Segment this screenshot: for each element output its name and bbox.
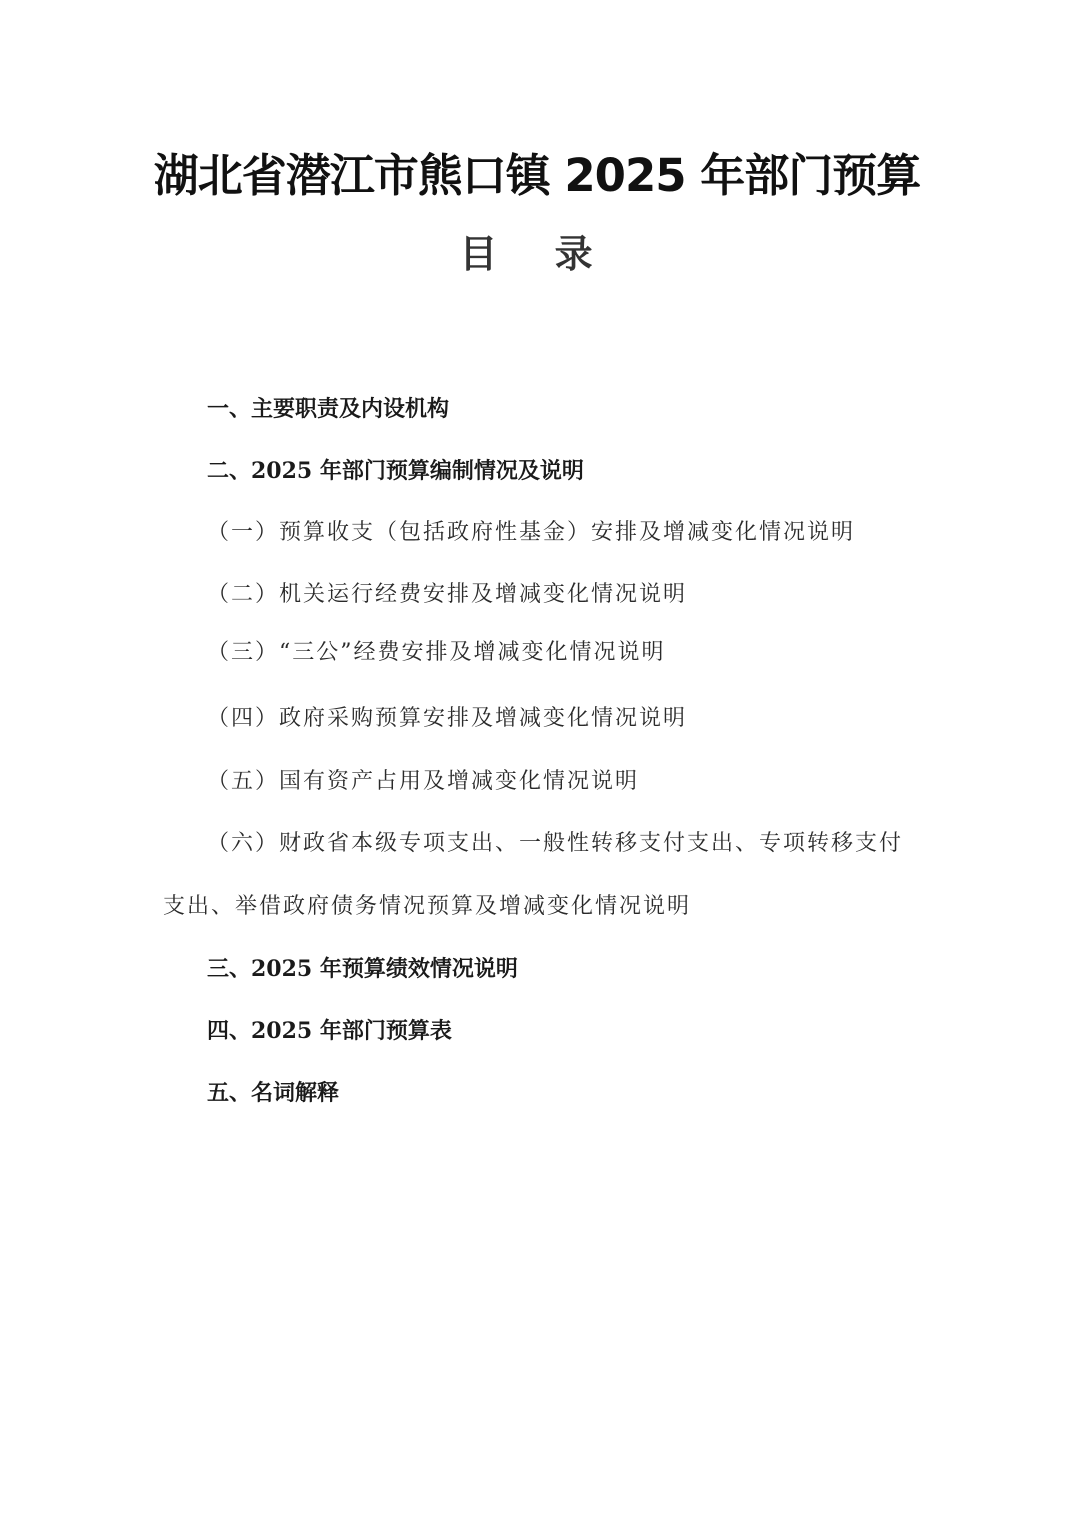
toc-entry-section-4: 四、2025 年部门预算表 [207, 1018, 452, 1044]
toc-entry-subsection-6: （六）财政省本级专项支出、一般性转移支付支出、专项转移支付 [207, 831, 904, 856]
toc-entry-subsection-6-continued: 支出、举借政府债务情况预算及增减变化情况说明 [163, 894, 692, 919]
toc-entry-section-5: 五、名词解释 [207, 1080, 340, 1106]
toc-entry-subsection-3: （三）“三公”经费安排及增减变化情况说明 [207, 640, 666, 665]
toc-entry-subsection-1: （一）预算收支（包括政府性基金）安排及增减变化情况说明 [207, 520, 856, 545]
toc-entry-section-3: 三、2025 年预算绩效情况说明 [207, 956, 518, 982]
toc-heading: 目 录 [459, 231, 615, 276]
document-title: 湖北省潜江市熊口镇 2025 年部门预算 [153, 149, 921, 202]
toc-entry-subsection-5: （五）国有资产占用及增减变化情况说明 [207, 769, 640, 794]
toc-entry-section-1: 一、主要职责及内设机构 [207, 396, 450, 422]
toc-entry-subsection-4: （四）政府采购预算安排及增减变化情况说明 [207, 706, 688, 731]
toc-entry-subsection-2: （二）机关运行经费安排及增减变化情况说明 [207, 582, 688, 607]
toc-entry-section-2: 二、2025 年部门预算编制情况及说明 [207, 458, 584, 484]
